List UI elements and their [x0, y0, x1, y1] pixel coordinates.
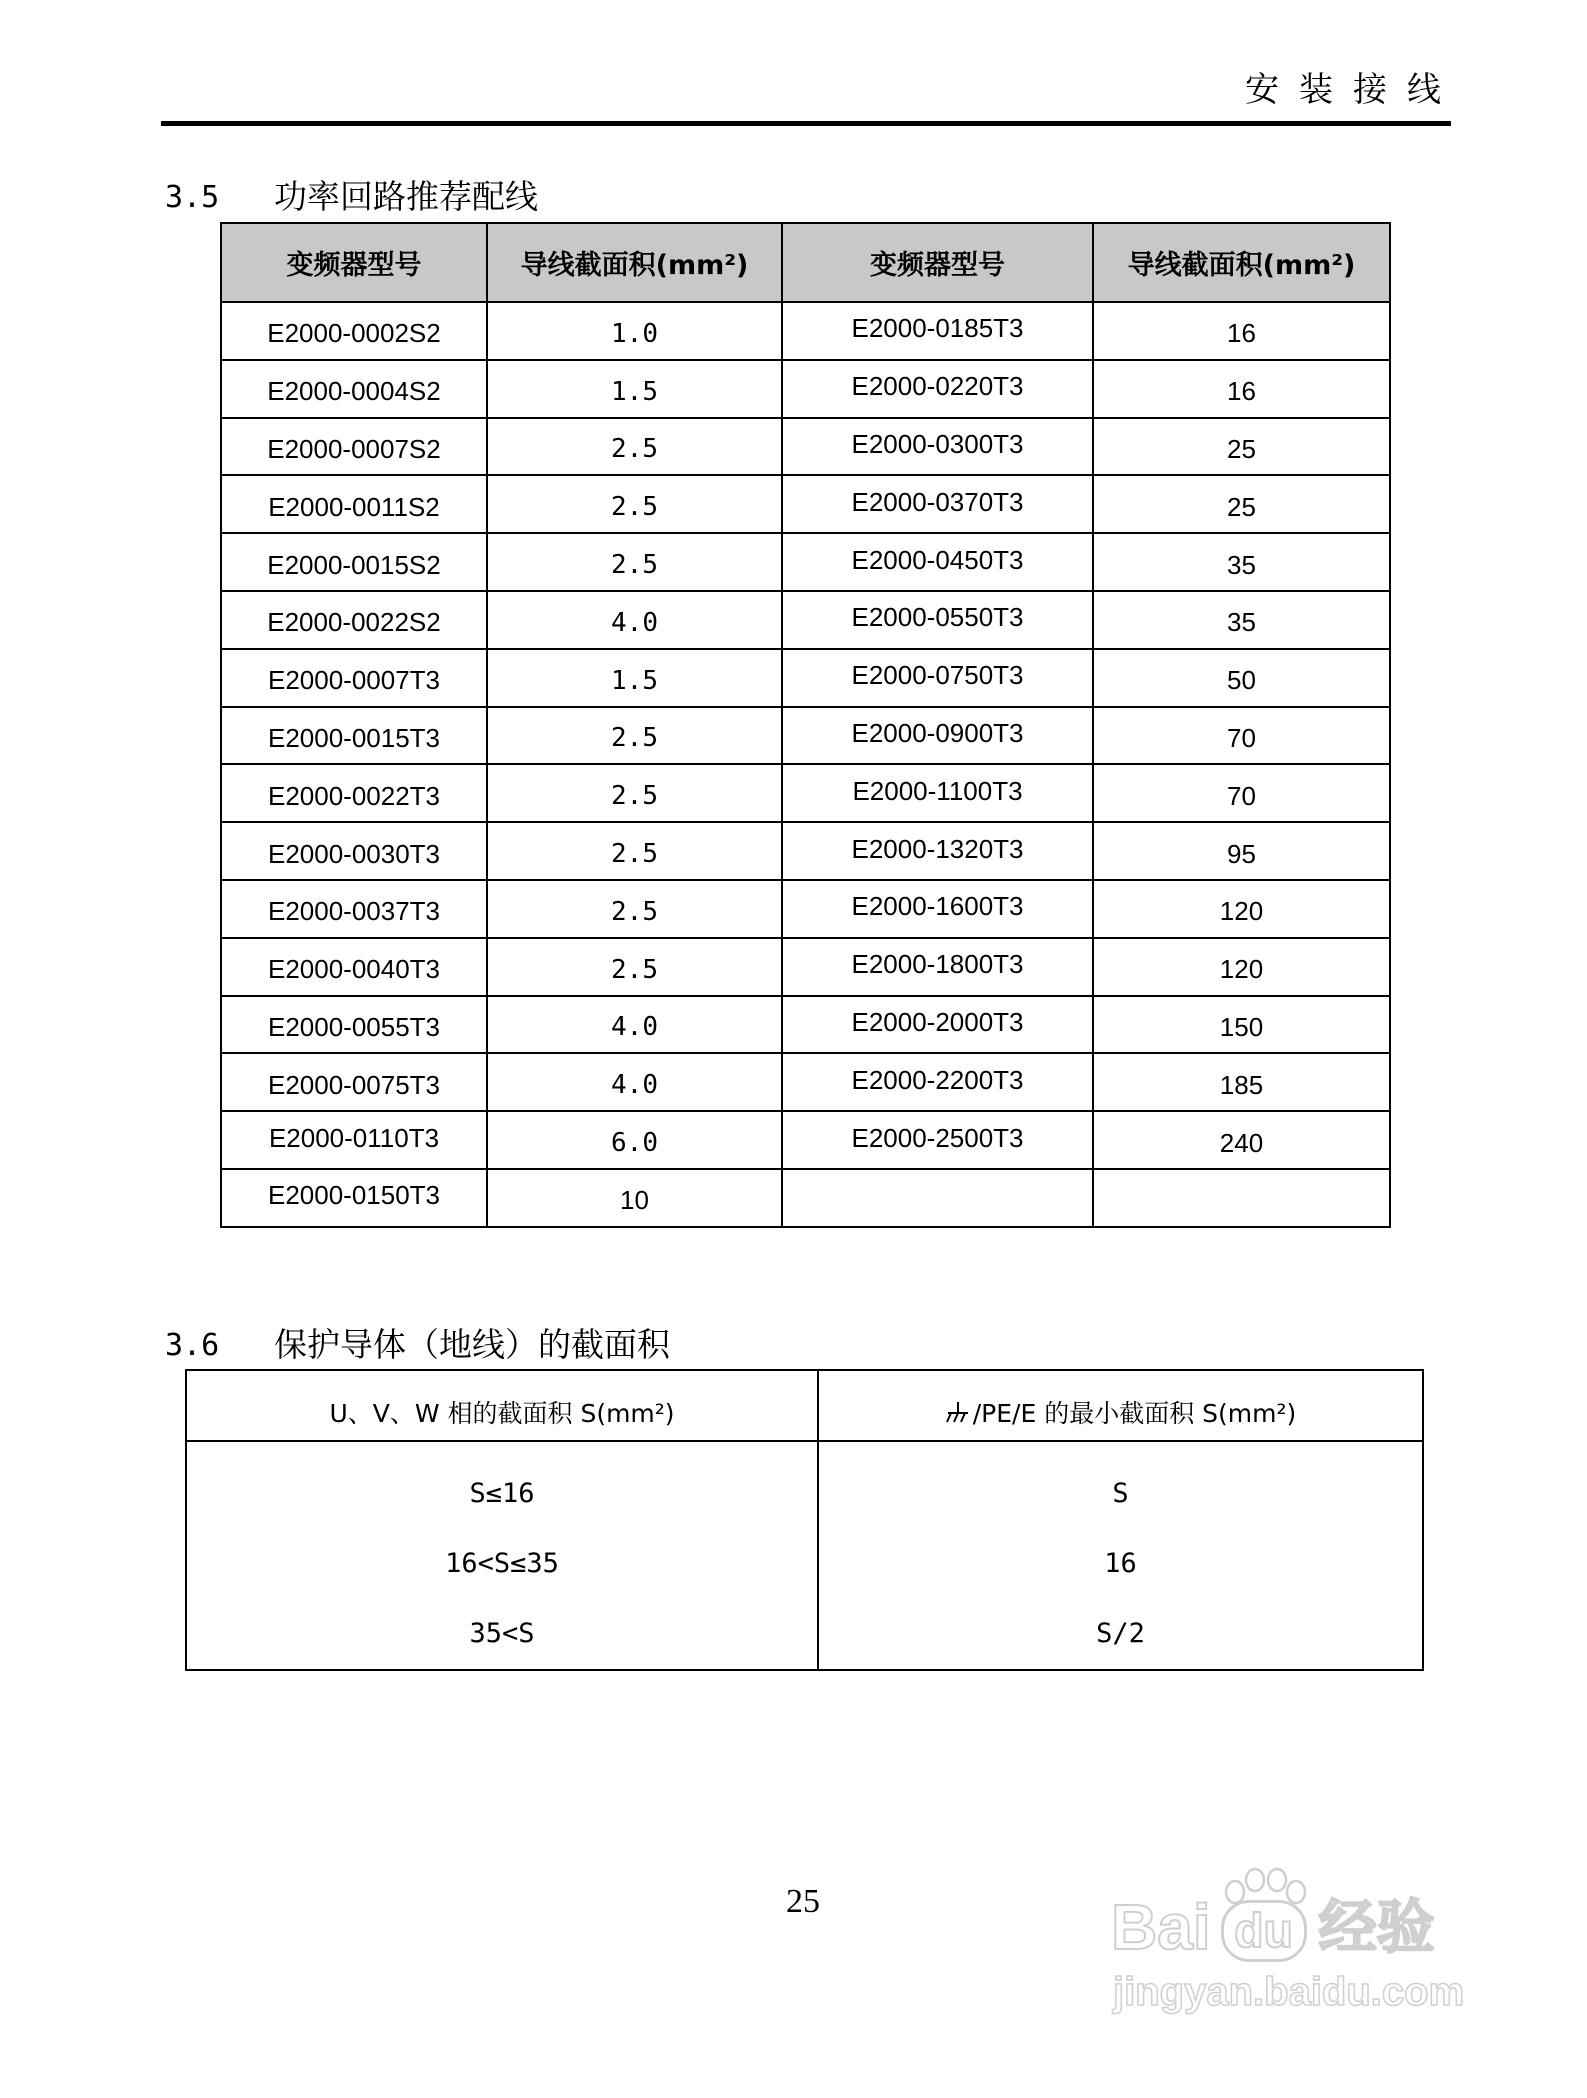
model-b-cell: E2000-2000T3: [782, 996, 1093, 1054]
table-row: [221, 649, 1390, 707]
watermark-paw-block: [1217, 1866, 1313, 1962]
area-b-cell: 185: [1093, 1053, 1390, 1111]
header-area-a: 导线截面积(mm²): [487, 223, 782, 302]
table-row: [221, 822, 1390, 880]
ground-area-value: S/2: [1096, 1618, 1145, 1649]
running-header-title: 安装接线: [1245, 70, 1461, 110]
model-a-cell: E2000-0007T3: [221, 649, 487, 707]
model-a-cell: E2000-0110T3: [221, 1111, 487, 1169]
model-b-cell-empty: [782, 1169, 1093, 1227]
area-b-cell: 70: [1093, 707, 1390, 765]
area-a-cell: 1.5: [487, 649, 782, 707]
model-b-cell: E2000-1600T3: [782, 880, 1093, 938]
area-a-cell: 2.5: [487, 880, 782, 938]
table-row: [221, 360, 1390, 418]
watermark-url: jingyan.baidu.com: [1113, 1970, 1465, 2014]
model-a-cell: E2000-0007S2: [221, 418, 487, 476]
table-row: [221, 1053, 1390, 1111]
model-b-cell: E2000-0370T3: [782, 475, 1093, 533]
page-number: 25: [786, 1883, 820, 1920]
area-a-cell: 2.5: [487, 533, 782, 591]
watermark-brand-right: du: [1221, 1900, 1307, 1962]
model-b-cell: E2000-2200T3: [782, 1053, 1093, 1111]
section-3-5-title: 功率回路推荐配线: [274, 177, 538, 216]
model-b-cell: E2000-1100T3: [782, 764, 1093, 822]
header-phase-area: U、V、W 相的截面积 S(mm²): [186, 1370, 818, 1441]
area-a-cell: 1.0: [487, 302, 782, 360]
table-row: [221, 1111, 1390, 1169]
model-a-cell: E2000-0150T3: [221, 1169, 487, 1227]
table-body-row: [186, 1441, 1423, 1670]
watermark-logo: [1111, 1866, 1471, 1962]
model-a-cell: E2000-0022S2: [221, 591, 487, 649]
area-a-cell: 6.0: [487, 1111, 782, 1169]
model-a-cell: E2000-0011S2: [221, 475, 487, 533]
area-a-cell: 4.0: [487, 591, 782, 649]
model-b-cell: E2000-0300T3: [782, 418, 1093, 476]
phase-area-value: S≤16: [469, 1478, 535, 1509]
table-header-row: [221, 223, 1390, 302]
area-a-cell: 2.5: [487, 822, 782, 880]
model-a-cell: E2000-0004S2: [221, 360, 487, 418]
table-row: [221, 764, 1390, 822]
watermark-brand-left: Bai: [1111, 1891, 1211, 1963]
protective-conductor-table: [185, 1369, 1424, 1671]
section-3-6-title: 保护导体（地线）的截面积: [274, 1325, 670, 1364]
model-a-cell: E2000-0015S2: [221, 533, 487, 591]
model-a-cell: E2000-0055T3: [221, 996, 487, 1054]
power-wiring-table: [220, 222, 1391, 1228]
area-b-cell: 150: [1093, 996, 1390, 1054]
header-ground-area: [818, 1370, 1423, 1441]
area-b-cell: 70: [1093, 764, 1390, 822]
model-a-cell: E2000-0030T3: [221, 822, 487, 880]
section-3-6-number: 3.6: [165, 1328, 220, 1363]
model-a-cell: E2000-0022T3: [221, 764, 487, 822]
table-row: [221, 302, 1390, 360]
model-a-cell: E2000-0002S2: [221, 302, 487, 360]
model-a-cell: E2000-0075T3: [221, 1053, 487, 1111]
model-b-cell: E2000-0450T3: [782, 533, 1093, 591]
area-a-cell: 2.5: [487, 938, 782, 996]
ground-icon: [945, 1400, 971, 1426]
area-a-cell: 1.5: [487, 360, 782, 418]
phase-area-value: 16<S≤35: [445, 1548, 559, 1579]
area-b-cell: 95: [1093, 822, 1390, 880]
area-b-cell: 25: [1093, 475, 1390, 533]
area-a-cell: 4.0: [487, 996, 782, 1054]
model-b-cell: E2000-0550T3: [782, 591, 1093, 649]
area-b-cell: 120: [1093, 880, 1390, 938]
model-b-cell: E2000-0220T3: [782, 360, 1093, 418]
area-b-cell: 120: [1093, 938, 1390, 996]
area-b-cell: 35: [1093, 533, 1390, 591]
table-row: [221, 996, 1390, 1054]
model-b-cell: E2000-0900T3: [782, 707, 1093, 765]
watermark-brand-suffix: 经验: [1318, 1893, 1435, 1961]
table-row: [221, 880, 1390, 938]
model-a-cell: E2000-0040T3: [221, 938, 487, 996]
model-a-cell: E2000-0015T3: [221, 707, 487, 765]
table-row: [221, 707, 1390, 765]
header-ground-area-label: /PE/E 的最小截面积 S(mm²): [972, 1399, 1297, 1428]
area-b-cell: 16: [1093, 360, 1390, 418]
area-a-cell: 2.5: [487, 418, 782, 476]
area-b-cell: 25: [1093, 418, 1390, 476]
area-b-cell: 240: [1093, 1111, 1390, 1169]
phase-area-column: [186, 1441, 818, 1670]
header-model-b: 变频器型号: [782, 223, 1093, 302]
model-b-cell: E2000-0750T3: [782, 649, 1093, 707]
phase-area-value: 35<S: [469, 1618, 535, 1649]
model-b-cell: E2000-2500T3: [782, 1111, 1093, 1169]
header-area-b: 导线截面积(mm²): [1093, 223, 1390, 302]
area-b-cell: 16: [1093, 302, 1390, 360]
header-rule: [161, 121, 1451, 126]
table-row: [221, 533, 1390, 591]
area-b-cell-empty: [1093, 1169, 1390, 1227]
ground-area-column: [818, 1441, 1423, 1670]
area-b-cell: 35: [1093, 591, 1390, 649]
table-row: [221, 475, 1390, 533]
model-b-cell: E2000-1320T3: [782, 822, 1093, 880]
section-3-5-number: 3.5: [165, 180, 220, 215]
ground-area-value: S: [1112, 1478, 1129, 1509]
ground-area-value: 16: [1104, 1548, 1137, 1579]
header-model-a: 变频器型号: [221, 223, 487, 302]
area-a-cell: 4.0: [487, 1053, 782, 1111]
area-a-cell: 2.5: [487, 764, 782, 822]
model-b-cell: E2000-0185T3: [782, 302, 1093, 360]
table-row: [221, 1169, 1390, 1227]
area-a-cell: 2.5: [487, 707, 782, 765]
table-row: [221, 591, 1390, 649]
table-row: [221, 418, 1390, 476]
table-row: [221, 938, 1390, 996]
area-a-cell: 2.5: [487, 475, 782, 533]
area-b-cell: 50: [1093, 649, 1390, 707]
model-a-cell: E2000-0037T3: [221, 880, 487, 938]
area-a-cell: 10: [487, 1169, 782, 1227]
model-b-cell: E2000-1800T3: [782, 938, 1093, 996]
table-header-row: [186, 1370, 1423, 1441]
